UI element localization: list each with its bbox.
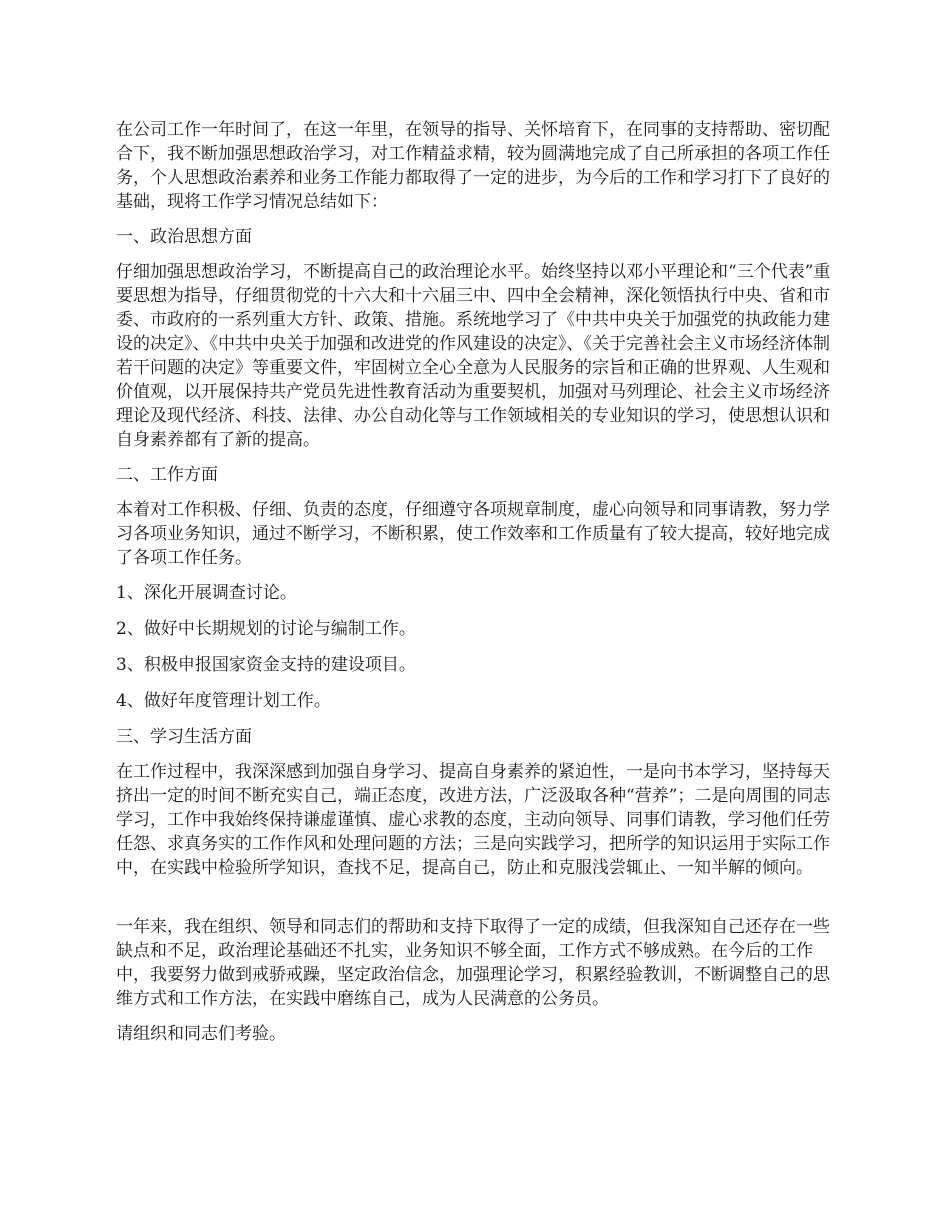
closing-line: 请组织和同志们考验。 [116,1024,286,1044]
document-page [116,118,844,1057]
work-list-item: 3、积极申报国家资金支持的建设项目。 [116,655,416,675]
politics-paragraph: 仔细加强思想政治学习，不断提高自己的政治理论水平。始终坚持以邓小平理论和“三个代表”重要思想为指导，仔细贯彻党的十六大和十六届三中、四中全会精神，深化领悟执行中央、省和市委、市政府的一系列重大方针、政策、措施。系统地学习了《中共中央关于加强党的执政能力建设的决定》、《中共中央关于加强和改进党的作风建设的决定》、《关于完善社会主义市场经济体制若干问题的决定》等重要文件，牢固树立全心全意为人民服务的宗旨和正确的世界观、人生观和价值观，以开展保持共产党员先进性教育活动为重要契机，加强对马列理论、社会主义市场经济理论及现代经济、科技、法律、办公自动化等与工作领域相关的专业知识的学习，使思想认识和自身素养都有了新的提高。 [116,262,831,450]
study-paragraph: 在工作过程中，我深深感到加强自身学习、提高自身素养的紧迫性，一是向书本学习，坚持每天挤出一定的时间不断充实自己，端正态度，改进方法，广泛汲取各种“营养”；二是向周围的同志学习，工作中我始终保持谦虚谨慎、虚心求教的态度，主动向领导、同事们请教，学习他们任劳任怨、求真务实的工作作风和处理问题的方法；三是向实践学习，把所学的知识运用于实际工作中，在实践中检验所学知识，查找不足，提高自己，防止和克服浅尝辄止、一知半解的倾向。 [116,762,831,878]
work-list-item: 4、做好年度管理计划工作。 [116,691,331,711]
conclusion-paragraph: 一年来，我在组织、领导和同志们的帮助和支持下取得了一定的成绩，但我深知自己还存在一些缺点和不足，政治理论基础还不扎实，业务知识不够全面，工作方式不够成熟。在今后的工作中，我要努力做到戒骄戒躁，坚定政治信念，加强理论学习，积累经验教训，不断调整自己的思维方式和工作方法，在实践中磨练自己，成为人民满意的公务员。 [116,917,830,1009]
intro-paragraph: 在公司工作一年时间了，在这一年里，在领导的指导、关怀培育下，在同事的支持帮助、密切配合下，我不断加强思想政治学习，对工作精益求精，较为圆满地完成了自己所承担的各项工作任务，个人思想政治素养和业务工作能力都取得了一定的进步，为今后的工作和学习打下了良好的基础，现将工作学习情况总结如下： [116,120,830,212]
work-paragraph: 本着对工作积极、仔细、负责的态度，仔细遵守各项规章制度，虚心向领导和同事请教，努力学习各项业务知识，通过不断学习，不断积累，使工作效率和工作质量有了较大提高，较好地完成了各项工作任务。 [116,500,830,568]
work-list-item: 1、深化开展调查讨论。 [116,583,297,603]
section-heading-politics: 一、政治思想方面 [116,227,252,247]
section-heading-work: 二、工作方面 [116,465,218,485]
section-heading-study: 三、学习生活方面 [116,727,252,747]
work-list-item: 2、做好中长期规划的讨论与编制工作。 [116,619,416,639]
